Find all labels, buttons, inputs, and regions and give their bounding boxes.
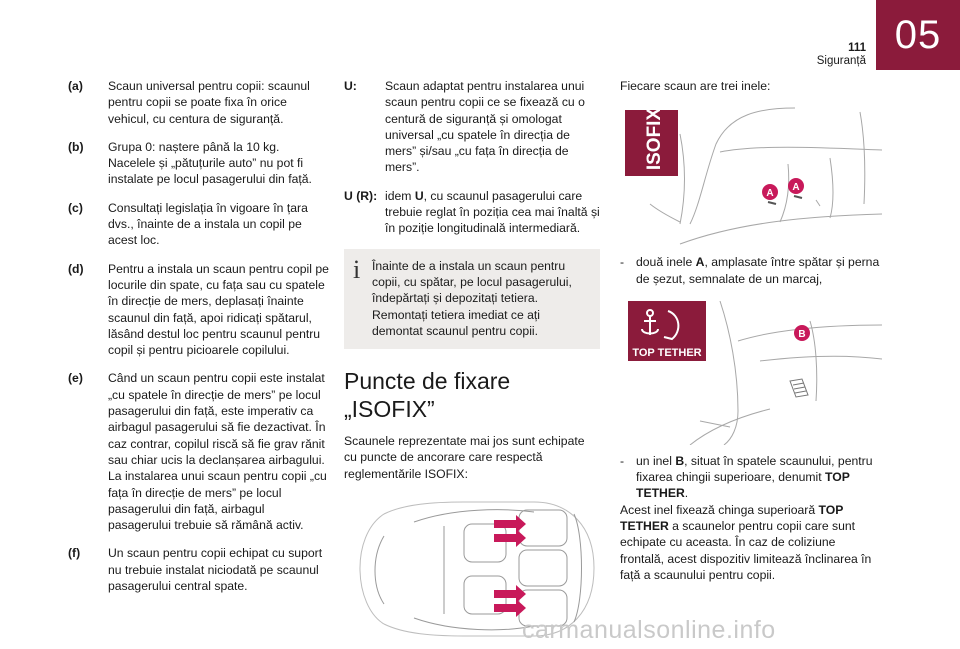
note-f: [68, 545, 330, 594]
intro-text: Fiecare scaun are trei inele:: [620, 79, 771, 93]
text-fragment: Acest inel fixează chinga superioară: [620, 502, 819, 517]
watermark: carmanualsonline.info: [522, 616, 776, 644]
text-fragment: , cu scaunul pasagerului care trebuie reglat în poziția cea mai înaltă și în poziție longitudinală intermediară.: [385, 188, 600, 236]
text-bold: B: [675, 453, 685, 468]
top-tether-illustration: [620, 301, 882, 445]
note-text: Un scaun pentru copii echipat cu suport nu trebuie instalat niciodată pe scaunul pasagerului central spate.: [108, 546, 323, 594]
note-c: [68, 200, 330, 249]
bullet-text: [636, 453, 882, 502]
page-header: [817, 42, 866, 68]
section-text: Scaunele reprezentate mai jos sunt echipate cu puncte de ancorare care respectă reglementările ISOFIX:: [344, 434, 585, 481]
column-rings: [620, 78, 882, 583]
note-text: Când un scaun pentru copii este instalat „cu spatele în direcție de mers” pe locul pasagerului din față, este imperativ ca airbagul pasagerului să fie dezactivat. În caz contrar, copilul riscă să fie grav rănit sau chiar ucis la declanșarea airbagului. La instalarea unui scaun pentru copii „cu fața în direcție de mers” pe locul pasagerului din față, airbagul pasagerului trebuie să rămână activ.: [108, 371, 327, 533]
bullet-ring-b: - un inel B, situat în spatele scaunului, pentru fixarea chingii superioare, denumit TOP TETHER.: [620, 453, 882, 502]
marker-a-label: A: [766, 188, 774, 200]
column-notes: [68, 78, 330, 606]
note-key: (f): [68, 546, 81, 561]
section-title: Puncte de fixare „ISOFIX”: [344, 368, 511, 423]
note-ur: [344, 188, 600, 237]
note-text: [385, 188, 600, 237]
text-fragment: două inele: [636, 255, 696, 270]
note-text: Grupa 0: naștere până la 10 kg. Nacelele și „pătuțurile auto” nu pot fi instalate pe locul pasagerului din față.: [108, 139, 312, 187]
note-d: [68, 261, 330, 359]
text-fragment: idem: [385, 188, 415, 203]
text-fragment: .: [684, 486, 689, 501]
info-icon: i: [353, 254, 361, 284]
text-fragment: , situat în spatele scaunului, pentru fixarea chingii superioare, denumit: [636, 453, 873, 485]
marker-a-label: A: [792, 182, 800, 194]
marker-b-label: B: [798, 328, 806, 340]
text-fragment: , amplasate între spătar și perna de șezut, semnalate de un marcaj,: [636, 255, 880, 286]
text-bold: TOP TETHER: [636, 470, 850, 501]
note-text: Consultați legislația în vigoare în țara dvs., înainte de a instala un copil pe acest loc.: [108, 200, 308, 248]
note-e: [68, 370, 330, 533]
tether-paragraph: [620, 502, 882, 583]
note-key: (c): [68, 200, 83, 215]
note-text: Pentru a instala un scaun pentru copil pe locurile din spate, cu fața sau cu spatele în direcție de mers, deplasați înainte scaunul din față, apoi ridicați spătarul, lăsând destul loc pentru scaunul pentru copil și pentru picioarele copilului.: [108, 261, 329, 358]
info-text: Înainte de a instala un scaun pentru copii, cu spătar, pe locul pasagerului, îndepărtați și depozitați tetiera. Remontați tetiera imediat ce ați demontat scaunul pentru copii.: [372, 258, 572, 338]
note-text: Scaun universal pentru copii: scaunul pentru copii se poate fixa în orice vehicul, cu centura de siguranță.: [108, 79, 310, 126]
info-box: [344, 249, 600, 349]
bullet-text: [636, 254, 882, 287]
text-fragment: a scaunelor pentru copii care sunt echipate cu aceasta. În caz de coliziune frontală, acest dispozitiv limitează înclinarea în față a scaunului pentru copii.: [620, 519, 872, 582]
text-bold: U: [414, 188, 424, 203]
note-key: (a): [68, 79, 83, 93]
bullet-rings-a: - două inele A, amplasate între spătar și perna de șezut, semnalate de un marcaj,: [620, 254, 882, 287]
column-isofix: [344, 78, 600, 640]
text-bold: TOP TETHER: [620, 502, 844, 534]
text-fragment: un inel: [636, 453, 676, 468]
text-bold: A: [695, 255, 705, 270]
top-tether-seat-icon: [620, 301, 882, 445]
isofix-seat-illustration: [620, 104, 882, 246]
chapter-tab: 05: [876, 0, 960, 70]
note-key: (d): [68, 261, 84, 276]
isofix-seat-icon: [620, 104, 882, 246]
top-tether-label: TOP TETHER: [632, 346, 702, 359]
note-text: Scaun adaptat pentru instalarea unui scaun pentru copii ce se fixează cu o centură de siguranță și omologat universal „cu spatele în direcția de mers” și/sau „cu fața în direcția de mers”.: [385, 79, 585, 175]
note-key: (b): [68, 139, 84, 154]
note-u: [344, 78, 600, 176]
isofix-label: ISOFIX: [644, 108, 665, 171]
page-number: 111: [848, 42, 866, 54]
note-key: U (R):: [344, 188, 378, 203]
note-b: [68, 139, 330, 188]
note-a: [68, 78, 330, 127]
section-name: Siguranță: [816, 55, 866, 67]
note-key: U:: [344, 79, 357, 93]
note-key: (e): [68, 371, 83, 386]
